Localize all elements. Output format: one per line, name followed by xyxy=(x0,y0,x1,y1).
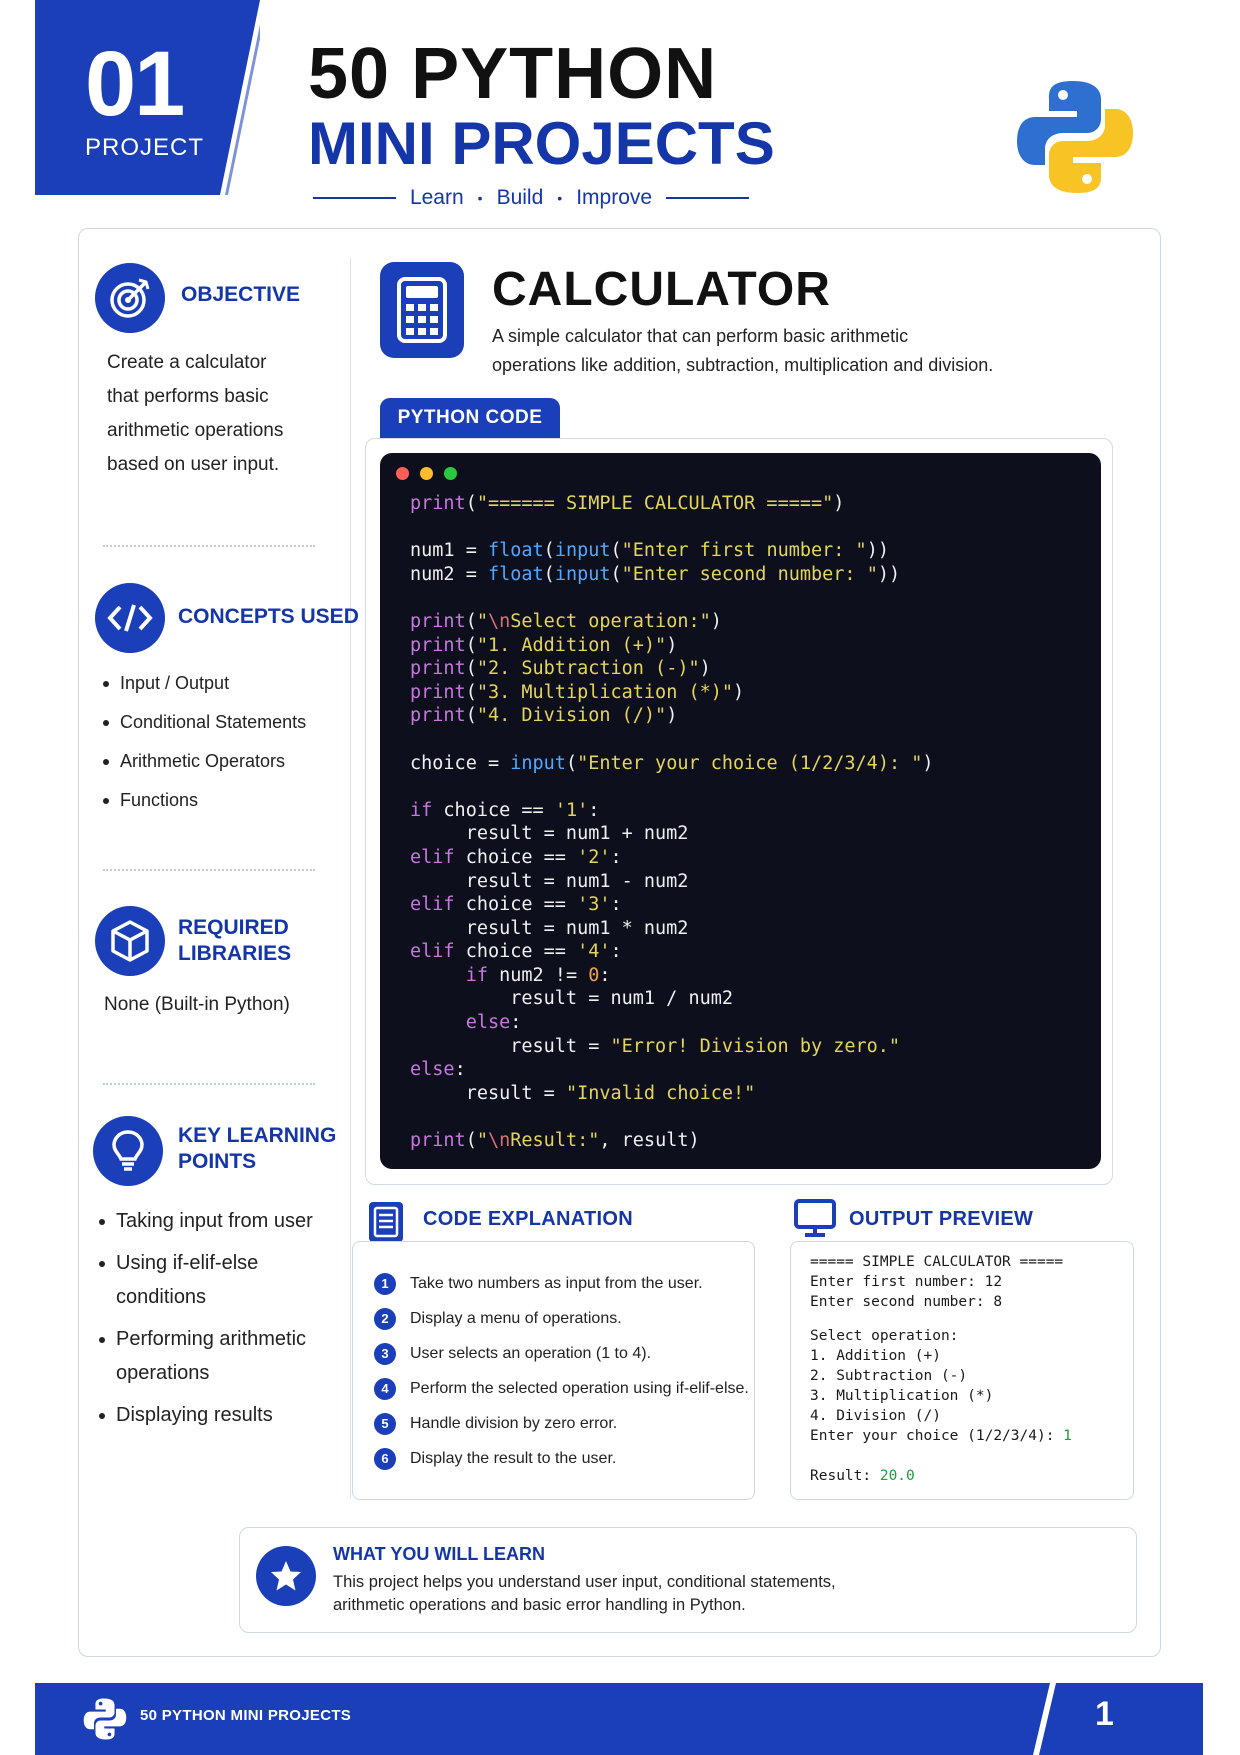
list-item-line: Displaying results xyxy=(116,1404,273,1426)
list-item-line: Taking input from user xyxy=(116,1210,313,1232)
concepts-list xyxy=(100,664,306,820)
footer-slash xyxy=(35,1683,1203,1755)
output-choice-value: 1 xyxy=(1063,1428,1072,1444)
list-item xyxy=(96,1398,313,1432)
output-heading: OUTPUT PREVIEW xyxy=(849,1208,1034,1230)
step-number: 6 xyxy=(374,1448,396,1470)
libraries-heading-line2: LIBRARIES xyxy=(178,942,292,965)
window-minimize-dot xyxy=(420,467,433,480)
section-divider xyxy=(103,545,315,547)
step-text: Display a menu of operations. xyxy=(410,1309,622,1327)
python-code-tab: PYTHON CODE xyxy=(380,398,560,438)
explanation-step xyxy=(374,1406,749,1441)
objective-line: Create a calculator xyxy=(107,352,267,373)
output-line: Enter second number: 8 xyxy=(810,1294,1003,1310)
calculator-icon xyxy=(380,262,464,358)
lightbulb-icon xyxy=(93,1116,163,1186)
project-label: PROJECT xyxy=(85,134,205,161)
list-item: Arithmetic Operators xyxy=(100,742,306,781)
project-description-line: operations like addition, subtraction, multiplication and division. xyxy=(492,355,994,375)
output-line: 1. Addition (+) xyxy=(810,1348,941,1364)
step-text: Handle division by zero error. xyxy=(410,1414,618,1432)
explanation-steps xyxy=(374,1266,749,1476)
explanation-step xyxy=(374,1301,749,1336)
learning-heading-line2: POINTS xyxy=(178,1150,257,1173)
window-close-dot xyxy=(396,467,409,480)
objective-line: arithmetic operations xyxy=(107,420,284,441)
list-item xyxy=(96,1246,313,1314)
window-maximize-dot xyxy=(444,467,457,480)
objective-heading: OBJECTIVE xyxy=(181,283,301,306)
libraries-heading xyxy=(178,915,291,967)
section-divider xyxy=(103,1083,315,1085)
tagline-learn: Learn xyxy=(409,186,464,209)
output-result-label: Result: xyxy=(810,1468,880,1484)
learning-list xyxy=(96,1204,313,1440)
tagline-dot: • xyxy=(557,190,563,206)
explanation-step xyxy=(374,1266,749,1301)
monitor-icon xyxy=(793,1198,837,1238)
step-text: Perform the selected operation using if-elif-else. xyxy=(410,1379,749,1397)
project-badge xyxy=(35,0,260,195)
learn-heading: WHAT YOU WILL LEARN xyxy=(333,1544,545,1564)
concepts-heading: CONCEPTS USED xyxy=(178,605,359,628)
footer-title: 50 PYTHON MINI PROJECTS xyxy=(140,1707,352,1724)
output-line: 2. Subtraction (-) xyxy=(810,1368,968,1384)
explanation-step xyxy=(374,1336,749,1371)
step-number: 1 xyxy=(374,1273,396,1295)
objective-line: based on user input. xyxy=(107,454,280,475)
step-number: 3 xyxy=(374,1343,396,1365)
output-line: 3. Multiplication (*) xyxy=(810,1388,994,1404)
tagline-rule-right xyxy=(666,197,749,199)
project-number: 01 xyxy=(85,33,184,135)
list-item xyxy=(96,1204,313,1238)
list-item xyxy=(96,1322,313,1390)
output-prompt: Enter your choice (1/2/3/4): xyxy=(810,1428,1064,1444)
project-description xyxy=(492,322,1052,380)
list-item-line: Performing arithmetic xyxy=(116,1328,307,1350)
libraries-text: None (Built-in Python) xyxy=(104,994,290,1015)
explanation-heading: CODE EXPLANATION xyxy=(423,1208,633,1230)
output-line xyxy=(810,1426,1072,1446)
column-divider xyxy=(350,258,351,1498)
star-icon xyxy=(256,1546,316,1606)
learning-heading-line1: KEY LEARNING xyxy=(178,1124,337,1147)
code-block: print("====== SIMPLE CALCULATOR =====") num1 = float(input("Enter first number: ")) num2 = float(input("Enter second number: ")) print("\nSelect operation:") print("1. Addition (+)") print("2. Subtraction (-)") print("3. Multiplication (*)") print("4. Division (/)") choice = input("Enter your choice (1/2/3/4): ") if choice == '1': result = num1 + num2 elif choice == '2': result = num1 - num2 elif choice == '3': result = num1 * num2 elif choice == '4': if num2 != 0: result = num1 / num2 else: result = "Error! Division by zero." else: result = "Invalid choice!" print("\nResult:", result) xyxy=(410,493,934,1152)
step-text: User selects an operation (1 to 4). xyxy=(410,1344,652,1362)
list-item: Input / Output xyxy=(100,664,306,703)
list-item-line: operations xyxy=(116,1362,210,1384)
list-item-line: conditions xyxy=(116,1286,207,1308)
libraries-heading-line1: REQUIRED xyxy=(178,916,289,939)
output-line: Select operation: xyxy=(810,1328,959,1344)
step-text: Take two numbers as input from the user. xyxy=(410,1274,703,1292)
tagline-improve: Improve xyxy=(576,186,653,209)
output-result-value: 20.0 xyxy=(879,1468,915,1484)
learning-heading xyxy=(178,1123,336,1175)
tagline-dot: • xyxy=(477,190,483,206)
list-item: Functions xyxy=(100,781,306,820)
explanation-step xyxy=(374,1371,749,1406)
document-icon xyxy=(366,1199,406,1245)
step-number: 4 xyxy=(374,1378,396,1400)
cube-icon xyxy=(95,906,165,976)
page-number: 1 xyxy=(1095,1695,1114,1733)
section-divider xyxy=(103,869,315,871)
step-number: 2 xyxy=(374,1308,396,1330)
learn-text xyxy=(333,1571,893,1617)
list-item-line: Using if-elif-else xyxy=(116,1252,259,1274)
output-line: 4. Division (/) xyxy=(810,1408,941,1424)
learn-text-line: arithmetic operations and basic error handling in Python. xyxy=(333,1596,746,1614)
step-number: 5 xyxy=(374,1413,396,1435)
footer xyxy=(35,1683,1203,1755)
project-description-line: A simple calculator that can perform basic arithmetic xyxy=(492,326,909,346)
python-logo-icon xyxy=(1015,77,1135,197)
learn-text-line: This project helps you understand user input, conditional statements, xyxy=(333,1573,836,1591)
output-console xyxy=(810,1252,1072,1486)
output-line: Enter first number: 12 xyxy=(810,1274,1003,1290)
step-text: Display the result to the user. xyxy=(410,1449,617,1467)
code-brackets-icon xyxy=(95,583,165,653)
objective-text xyxy=(107,346,337,482)
target-icon xyxy=(95,263,165,333)
list-item: Conditional Statements xyxy=(100,703,306,742)
tagline-rule-left xyxy=(313,197,396,199)
objective-line: that performs basic xyxy=(107,386,269,407)
output-line: ===== SIMPLE CALCULATOR ===== xyxy=(810,1254,1064,1270)
output-line xyxy=(810,1466,1072,1486)
page-title-line2: MINI PROJECTS xyxy=(308,110,775,177)
explanation-step xyxy=(374,1441,749,1476)
project-title: CALCULATOR xyxy=(492,263,831,316)
tagline xyxy=(313,186,749,210)
tagline-build: Build xyxy=(496,186,544,209)
page-title-line1: 50 PYTHON xyxy=(308,34,718,114)
